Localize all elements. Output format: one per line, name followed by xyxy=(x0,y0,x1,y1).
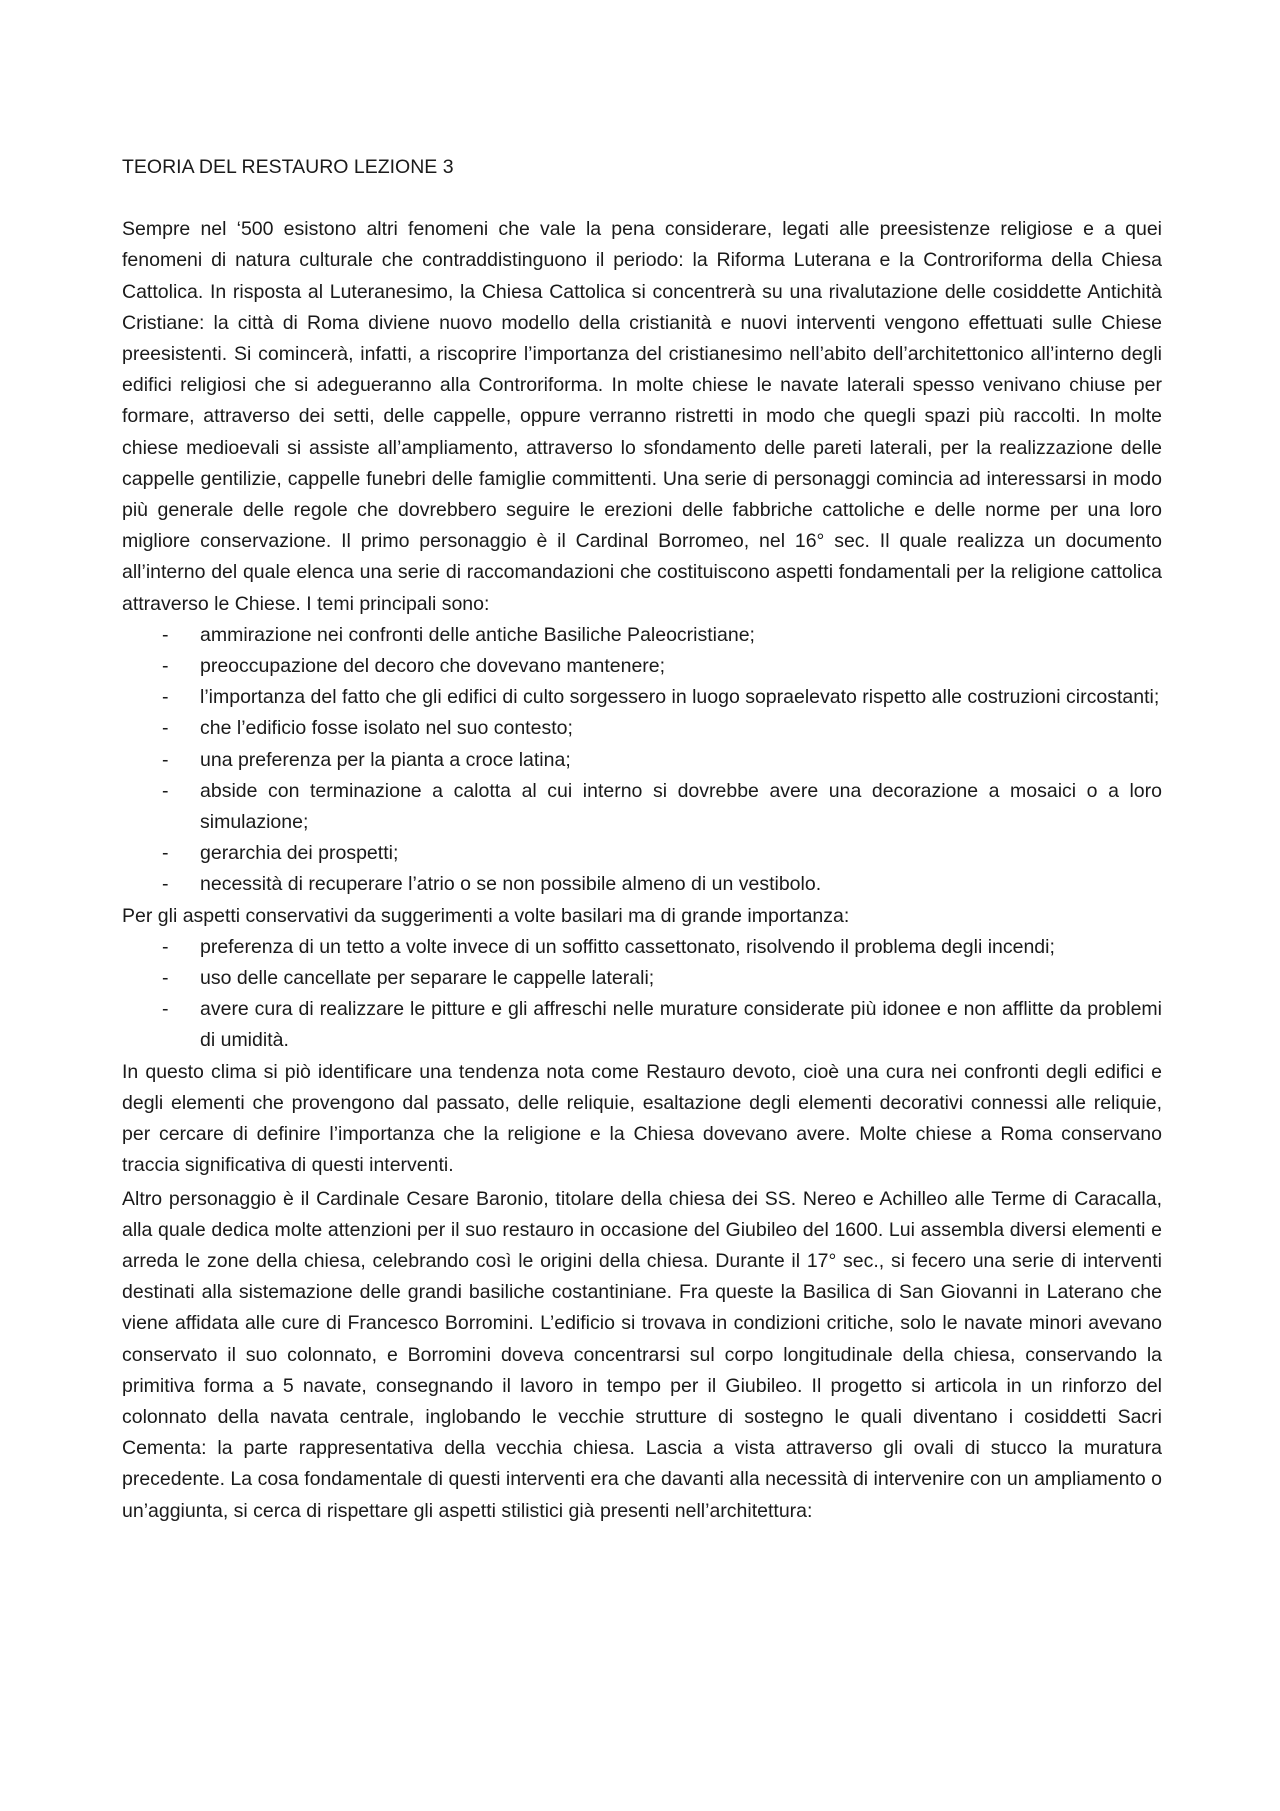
list-item-text: preoccupazione del decoro che dovevano mantenere; xyxy=(200,655,666,678)
list-item-text: necessità di recuperare l’atrio o se non possibile almeno di un vestibolo. xyxy=(200,873,822,896)
list-item xyxy=(122,620,1162,651)
paragraph-restauro-devoto: In questo clima si piò identificare una tendenza nota come Restauro devoto, cioè una cura nei confronti degli edifici e degli elementi che provengono dal passato, delle reliquie, esaltazione degli elementi decorativi connessi alle reliquie, per cercare di definire l’importanza che la religione e la Chiesa dovevano avere. Molte chiese a Roma conservano traccia significativa di questi interventi. xyxy=(122,1060,1162,1177)
list-item-text: abside con terminazione a calotta al cui interno si dovrebbe avere una decorazione a mosaici o a loro simulazione; xyxy=(200,779,1162,834)
list-dash: - xyxy=(162,935,169,958)
list-dash: - xyxy=(162,873,169,896)
list-item xyxy=(122,713,1162,744)
list-item-text: preferenza di un tetto a volte invece di un soffitto cassettonato, risolvendo il problema degli incendi; xyxy=(200,935,1055,958)
list-item xyxy=(122,682,1162,713)
list-dash: - xyxy=(162,655,169,678)
paragraph-intro: Sempre nel ‘500 esistono altri fenomeni che vale la pena considerare, legati alle preesistenze religiose e a quei fenomeni di natura culturale che contraddistinguono il periodo: la Riforma Luterana e la Controriforma della Chiesa Cattolica. In risposta al Luteranesimo, la Chiesa Cattolica si concentrerà su una rivalutazione delle cosiddette Antichità Cristiane: la città di Roma diviene nuovo modello della cristianità e nuovi interventi vengono effettuati sulle Chiese preesistenti. Si comincerà, infatti, a riscoprire l’importanza del cristianesimo nell’abito dell’architettonico all’interno degli edifici religiosi che si adegueranno alla Controriforma. In molte chiese le navate laterali spesso venivano chiuse per formare, attraverso dei setti, delle cappelle, oppure verranno ristretti in modo che quegli spazi più raccolti. In molte chiese medioevali si assiste all’ampliamento, attraverso lo sfondamento delle pareti laterali, per la realizzazione delle cappelle gentilizie, cappelle funebri delle famiglie committenti. Una serie di personaggi comincia ad interessarsi in modo più generale delle regole che dovrebbero seguire le erezioni delle fabbriche cattoliche e delle norme per una loro migliore conservazione. Il primo personaggio è il Cardinal Borromeo, nel 16° sec. Il quale realizza un documento all’interno del quale elenca una serie di raccomandazioni che costituiscono aspetti fondamentali per la religione cattolica attraverso le Chiese. I temi principali sono: xyxy=(122,218,1162,615)
list-item-text: avere cura di realizzare le pitture e gli affreschi nelle murature considerate più idonee e non afflitte da problemi di umidità. xyxy=(200,998,1162,1052)
themes-list xyxy=(122,620,1162,901)
list-item xyxy=(122,651,1162,682)
document-title: TEORIA DEL RESTAURO LEZIONE 3 xyxy=(122,156,454,178)
list-dash: - xyxy=(162,779,169,802)
list-dash: - xyxy=(162,748,169,771)
paragraph-baronio: Altro personaggio è il Cardinale Cesare Baronio, titolare della chiesa dei SS. Nereo e Achilleo alle Terme di Caracalla, alla quale dedica molte attenzioni per il suo restauro in occasione del Giubileo del 1600. Lui assembla diversi elementi e arreda le zone della chiesa, celebrando così le origini della chiesa. Durante il 17° sec., si fecero una serie di interventi destinati alla sistemazione delle grandi basiliche costantiniane. Fra queste la Basilica di San Giovanni in Laterano che viene affidata alle cure di Francesco Borromini. L’edificio si trovava in condizioni critiche, solo le navate minori avevano conservato il suo colonnato, e Borromini doveva concentrarsi sul corpo longitudinale della chiesa, conservando la primitiva forma a 5 navate, consegnando il lavoro in tempo per il Giubileo. Il progetto si articola in un rinforzo del colonnato della navata centrale, inglobando le vecchie strutture di sostegno le quali diventano i cosiddetti Sacri Cementa: la parte rappresentativa della vecchia chiesa. Lascia a vista attraverso gli ovali di stucco la muratura precedente. La cosa fondamentale di questi interventi era che davanti alla necessità di intervenire con un ampliamento o un’aggiunta, si cerca di rispettare gli aspetti stilistici già presenti nell’architettura: xyxy=(122,1187,1162,1522)
list-dash: - xyxy=(162,623,169,646)
list-dash: - xyxy=(162,686,169,709)
list-item-text: gerarchia dei prospetti; xyxy=(200,842,399,865)
list-dash: - xyxy=(162,998,169,1021)
list-dash: - xyxy=(162,717,169,740)
list-dash: - xyxy=(162,842,169,865)
document-body xyxy=(122,152,1162,1527)
conservation-list xyxy=(122,932,1162,1057)
list-item xyxy=(122,963,1162,994)
list-item xyxy=(122,838,1162,869)
paragraph-conservation: Per gli aspetti conservativi da suggerimenti a volte basilari ma di grande importanza: xyxy=(122,904,850,927)
list-item-text: una preferenza per la pianta a croce latina; xyxy=(200,748,571,771)
list-item xyxy=(122,994,1162,1056)
list-item xyxy=(122,869,1162,900)
list-dash: - xyxy=(162,967,169,990)
list-item xyxy=(122,776,1162,838)
list-item-text: l’importanza del fatto che gli edifici di culto sorgessero in luogo sopraelevato rispetto alle costruzioni circostanti; xyxy=(200,686,1160,709)
list-item-text: ammirazione nei confronti delle antiche Basiliche Paleocristiane; xyxy=(200,623,755,646)
list-item-text: uso delle cancellate per separare le cappelle laterali; xyxy=(200,967,655,990)
list-item xyxy=(122,932,1162,963)
list-item xyxy=(122,745,1162,776)
list-item-text: che l’edificio fosse isolato nel suo contesto; xyxy=(200,717,573,740)
